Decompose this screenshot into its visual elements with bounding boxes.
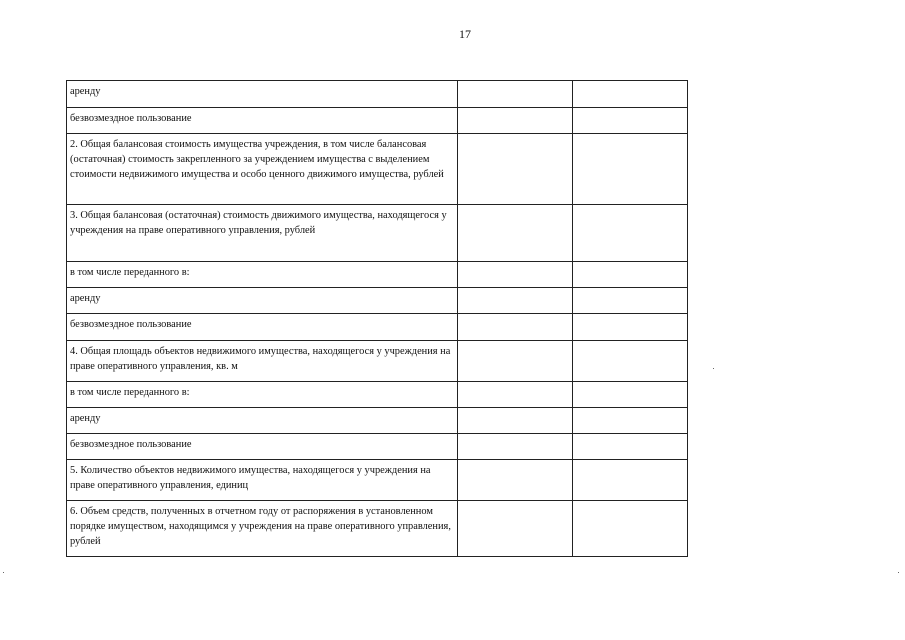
value-cell-1 (458, 288, 573, 314)
value-cell-2 (573, 288, 688, 314)
table-row (67, 460, 688, 501)
value-cell-1 (458, 460, 573, 501)
table-row (67, 108, 688, 134)
value-cell-2 (573, 262, 688, 288)
row-label: безвозмездное пользование (67, 434, 458, 460)
value-cell-1 (458, 382, 573, 408)
table-row (67, 134, 688, 205)
value-cell-2 (573, 81, 688, 108)
value-cell-2 (573, 205, 688, 262)
value-cell-1 (458, 408, 573, 434)
scan-speck (713, 368, 714, 369)
row-label: аренду (67, 81, 458, 108)
table-row (67, 81, 688, 108)
value-cell-2 (573, 341, 688, 382)
table-row (67, 434, 688, 460)
table-row (67, 341, 688, 382)
row-label: 6. Объем средств, полученных в отчетном году от распоряжения в установленном порядке имуществом, находящимся у учреждения на праве оперативного управления, рублей (67, 501, 458, 557)
value-cell-2 (573, 382, 688, 408)
row-label: 2. Общая балансовая стоимость имущества учреждения, в том числе балансовая (остаточная) стоимость закрепленного за учреждением имущества с выделением стоимости недвижимого имущества и особо ценного движимого имущества, рублей (67, 134, 458, 205)
row-label: безвозмездное пользование (67, 108, 458, 134)
value-cell-1 (458, 262, 573, 288)
scan-speck (3, 572, 4, 573)
table-row (67, 501, 688, 557)
value-cell-2 (573, 501, 688, 557)
value-cell-2 (573, 434, 688, 460)
value-cell-2 (573, 408, 688, 434)
row-label: 4. Общая площадь объектов недвижимого имущества, находящегося у учреждения на праве оперативного управления, кв. м (67, 341, 458, 382)
value-cell-1 (458, 434, 573, 460)
value-cell-2 (573, 108, 688, 134)
value-cell-2 (573, 460, 688, 501)
table-row (67, 205, 688, 262)
table-row (67, 408, 688, 434)
table-row (67, 382, 688, 408)
row-label: аренду (67, 408, 458, 434)
property-report-table (66, 80, 688, 557)
scan-speck (898, 572, 899, 573)
value-cell-1 (458, 108, 573, 134)
row-label: безвозмездное пользование (67, 314, 458, 341)
value-cell-1 (458, 341, 573, 382)
value-cell-1 (458, 81, 573, 108)
table-row (67, 288, 688, 314)
row-label: в том числе переданного в: (67, 262, 458, 288)
value-cell-1 (458, 314, 573, 341)
value-cell-1 (458, 134, 573, 205)
row-label: в том числе переданного в: (67, 382, 458, 408)
value-cell-2 (573, 134, 688, 205)
value-cell-1 (458, 205, 573, 262)
value-cell-2 (573, 314, 688, 341)
row-label: аренду (67, 288, 458, 314)
table-row (67, 314, 688, 341)
table-row (67, 262, 688, 288)
value-cell-1 (458, 501, 573, 557)
row-label: 3. Общая балансовая (остаточная) стоимость движимого имущества, находящегося у учреждения на праве оперативного управления, рублей (67, 205, 458, 262)
row-label: 5. Количество объектов недвижимого имущества, находящегося у учреждения на праве оперативного управления, единиц (67, 460, 458, 501)
page-number: 17 (459, 27, 471, 41)
